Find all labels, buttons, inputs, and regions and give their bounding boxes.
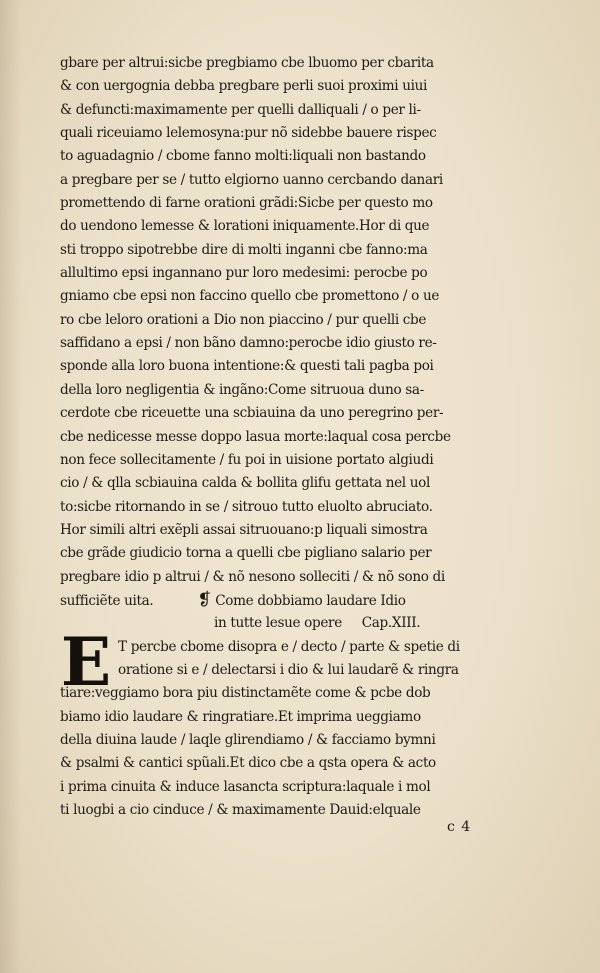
text-line: promettendo di farne orationi grãdi:Sicbe per questo mo (60, 195, 433, 212)
text-line: & con uergognia debba pregbare perli suoi proximi uiui (60, 78, 428, 95)
text-line: cerdote cbe riceuette una scbiauina da uno peregrino per- (60, 405, 444, 422)
text-line: sponde alla loro buona intentione:& questi tali pagba poi (60, 358, 434, 375)
text-line: Hor simili altri exẽpli assai sitruouano:p liquali simostra (60, 521, 428, 538)
text-line: i prima cinuita & induce lasancta scriptura:laquale i mol (60, 778, 431, 795)
text-line: tiare:veggiamo bora piu distinctamẽte come & pcbe dob (60, 685, 431, 702)
chapter-heading: Come dobbiamo laudare Idio (215, 592, 406, 609)
text-block (60, 52, 504, 822)
text-line: non fece sollecitamente / fu poi in uisione portato algiudi (60, 451, 434, 468)
text-line: gbare per altrui:sicbe pregbiamo cbe lbuomo per cbarita (60, 55, 434, 71)
gutter-shadow (0, 0, 22, 973)
text-line: to:sicbe ritornando in se / sitrouo tutto eluolto abruciato. (60, 498, 433, 515)
text-line: gniamo cbe epsi non faccino quello cbe promettono / o ue (60, 288, 440, 305)
text-line: saffidano a epsi / non bãno damno:perocbe idio giusto re- (60, 335, 437, 352)
pilcrow-icon: ❡ (197, 589, 212, 610)
text-line: to aguadagnio / cbome fanno molti:liquali non bastando (60, 148, 426, 165)
text-line: ti luogbi a cio cinduce / & maximamente Dauid:elquale (60, 802, 421, 818)
chapter-heading-line-2: in tutte lesue opere Cap.XIII. (214, 615, 421, 632)
text-line: cbe nedicesse messe doppo lasua morte:laqual cosa percbe (60, 428, 451, 445)
text-line: oratione si e / delectarsi i dio & lui laudarẽ & ringra (118, 661, 459, 678)
text-line: a pregbare per se / tutto elgiorno uanno cercbando danari (60, 171, 443, 188)
text-line: ro cbe leloro orationi a Dio non piaccino / pur quelli cbe (60, 311, 427, 328)
text-line: cio / & qlla scbiauina calda & bollita glifu gettata nel uol (60, 475, 430, 492)
text-line: quali riceuiamo lelemosyna:pur nõ sidebbe bauere rispec (60, 125, 437, 142)
text-line: sti troppo sipotrebbe dire di molti inganni cbe fanno:ma (60, 241, 428, 258)
text-line: della loro negligentia & ingãno:Come sitruoua duno sa- (60, 381, 424, 398)
text-line: & defuncti:maximamente per quelli dalliquali / o per li- (60, 101, 421, 118)
text-line: do uendono lemesse & lorationi iniquamente.Hor di que (60, 218, 430, 235)
text-line: allultimo epsi ingannano pur loro medesimi: perocbe po (60, 265, 428, 282)
text-line: sufficiẽte uita. (60, 592, 154, 609)
text-line-with-heading (60, 589, 504, 612)
text-line: T percbe cbome disopra e / decto / parte & spetie di (118, 638, 460, 655)
text-line: & psalmi & cantici spũali.Et dico cbe a qsta opera & acto (60, 755, 436, 772)
text-line: biamo idio laudare & ringratiare.Et imprima ueggiamo (60, 708, 421, 725)
text-line: della diuina laude / laqle glirendiamo / & facciamo bymni (60, 731, 436, 748)
signature-mark: c 4 (447, 819, 472, 835)
text-line: pregbare idio p altrui / & nõ nesono solleciti / & nõ sono di (60, 568, 445, 585)
decorated-initial: E (60, 623, 112, 701)
text-line: cbe grãde giudicio torna a quelli cbe pigliano salario per (60, 545, 432, 562)
